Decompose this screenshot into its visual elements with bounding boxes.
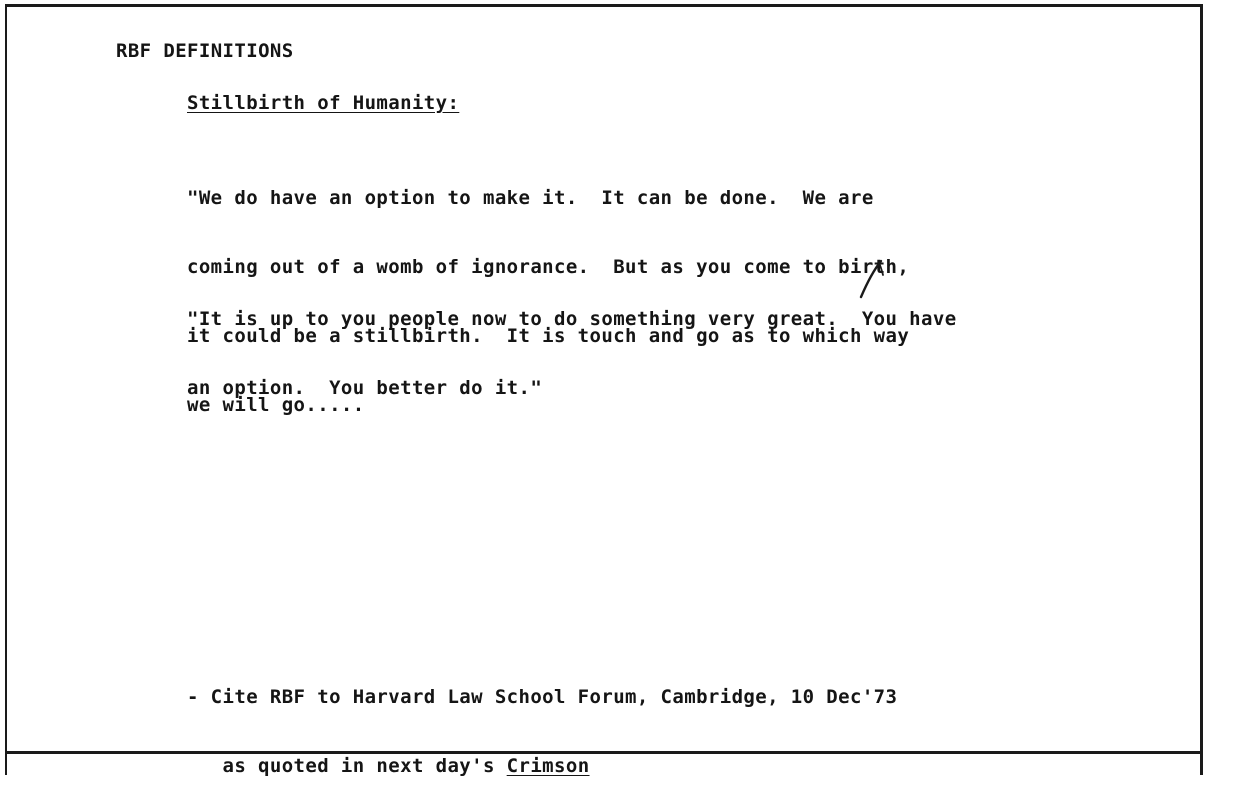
quote-1-line-2: coming out of a womb of ignorance. But as you come to birth, (187, 256, 910, 278)
citation-source: Crimson (506, 755, 590, 777)
definition-term: Stillbirth of Humanity: (187, 92, 460, 114)
quote-2-line-1: "It is up to you people now to do something very great. You have (187, 308, 957, 330)
quote-paragraph-2 (187, 262, 957, 423)
handwritten-insertion-mark (857, 259, 887, 299)
quote-1-line-4: we will go..... (187, 394, 365, 416)
quote-2-line-2: an option. You better do it." (187, 377, 543, 399)
citation (187, 640, 897, 801)
quote-1-line-3: it could be a stillbirth. It is touch and go as to which way (187, 325, 910, 347)
quote-1-line-1: "We do have an option to make it. It can be done. We are (187, 187, 874, 209)
citation-line-2-prefix: as quoted in next day's (187, 755, 507, 777)
citation-line-1: - Cite RBF to Harvard Law School Forum, Cambridge, 10 Dec'73 (187, 686, 898, 708)
page-title: RBF DEFINITIONS (116, 40, 294, 62)
